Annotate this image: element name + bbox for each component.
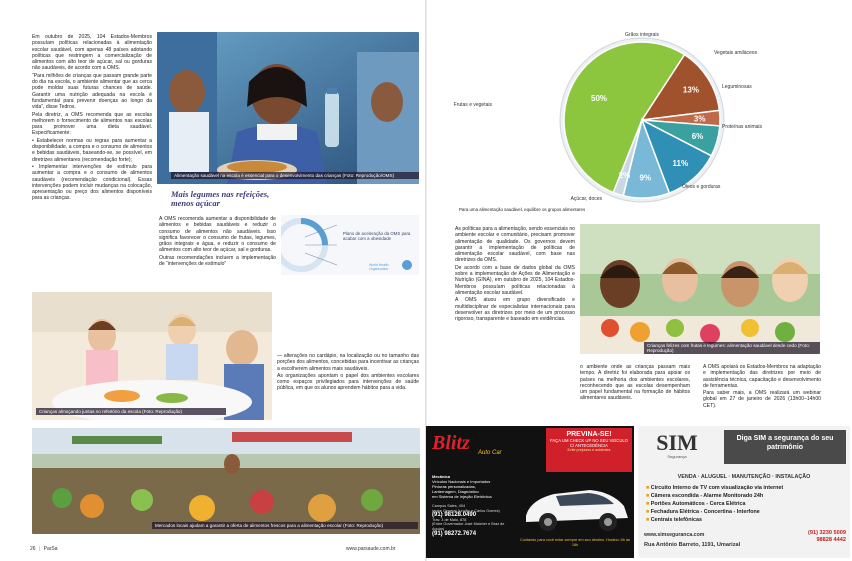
photo1-caption: Alimentação saudável na escola é essencial para o desenvolvimento das crianças (Foto: Reprodução/OMS) bbox=[171, 172, 419, 179]
blitz-address-detail: (Entre Governador José Malcher e Braz de Aguiar) bbox=[432, 522, 505, 531]
blitz-banner-sub: FAÇA UM CHECK UP NO SEU VEÍCULO C/ ANTECEDÊNCIA bbox=[550, 438, 628, 448]
sim-service-item: ■ Circuito Interno de TV com visualização via internet bbox=[646, 485, 784, 491]
pie-value-label: 6% bbox=[691, 131, 704, 141]
pie-category-label: Açúcar, doces bbox=[570, 196, 602, 202]
photo-kids-caption: Crianças felizes com frutas e legumes: alimentação saudável desde cedo (Foto: Reprodução) bbox=[644, 342, 820, 354]
paragraph: Para saber mais, a OMS realizará um webinar global em 27 de janeiro de 2026 (13h00–14h00 CET). bbox=[703, 390, 821, 409]
left-col3 bbox=[277, 353, 419, 393]
food-plate-chart bbox=[452, 28, 844, 208]
sim-logo-text: SIM bbox=[656, 430, 698, 455]
photo-market-illustration bbox=[32, 428, 420, 534]
pie-value-label: 2% bbox=[618, 170, 631, 180]
car-image bbox=[520, 476, 632, 538]
who-infographic bbox=[281, 215, 419, 275]
paragraph: “Para milhões de crianças que passam grande parte do dia na escola, o ambiente alimentar que as cerca pode moldar suas futuras chances de saúde. Garantir uma nutrição adequada na escola é fundamental para prevenir doenças ao longo da vida”, disse Tedros. bbox=[32, 72, 152, 111]
blitz-banner-title: PREVINA-SE! bbox=[566, 431, 612, 438]
photo-lunch-illustration bbox=[32, 292, 272, 420]
pie-category-label: Frutas e vegetais bbox=[453, 102, 492, 108]
blitz-phone: (91) 98272.7674 bbox=[432, 530, 477, 537]
paragraph: • Implementar intervenções de estímulo para aumentar a compra e o consumo de alimentos saudáveis (recomendação condicional). Essas intervenções podem incluir mudanças na colocação, apresentação ou preço dos alimentos disponíveis para as crianças. bbox=[32, 163, 152, 202]
pie-value-label: 3% bbox=[693, 114, 706, 124]
blitz-address: Trav. 3 de Maio, 878 bbox=[432, 517, 467, 522]
pie-value-label: 50% bbox=[591, 93, 608, 103]
pie-value-label: 11% bbox=[672, 159, 689, 169]
blitz-services bbox=[432, 474, 516, 499]
photo-kids-fruits bbox=[580, 224, 820, 354]
blitz-phone: (91) 98128.0490 bbox=[432, 512, 477, 519]
right-col3 bbox=[703, 364, 821, 410]
left-col1 bbox=[32, 34, 152, 203]
magazine-name: ParSa bbox=[43, 546, 58, 552]
photo-girl-eating bbox=[157, 32, 419, 184]
blitz-service: em Sistema de Injeção Eletrônica bbox=[432, 494, 492, 499]
footer-page-number: 26 | ParSa bbox=[30, 546, 58, 552]
photo3-caption: Mercados locais ajudam a garantir a oferta de alimentos frescos para a alimentação escolar (Foto: Reprodução) bbox=[152, 522, 418, 529]
photo-market bbox=[32, 428, 420, 534]
sim-address: Rua Antônio Barreto, 1191, Umarizal bbox=[644, 542, 741, 548]
blitz-service: Mecânica bbox=[432, 474, 451, 479]
blitz-logo-sub: Auto Car bbox=[478, 450, 502, 456]
blitz-banner-small: Evite prejuízos e acidentes bbox=[567, 448, 611, 452]
page-number: 26 bbox=[30, 546, 36, 552]
chart-caption: Para uma alimentação saudável, equilibre os grupos alimentares bbox=[459, 207, 586, 212]
pie-chart bbox=[452, 28, 844, 208]
sim-slogan: Diga SIM a segurança do seu patrimônio bbox=[724, 430, 846, 464]
pie-category-label: Óleos e gorduras bbox=[682, 184, 721, 190]
paragraph: De acordo com a base de dados global da OMS sobre a implementação de Ações de Alimentação e Nutrição (GINA), em outubro de 2025, 104 Estados-Membros possuíam políticas relacionadas à alimentação escolar saudável. bbox=[455, 264, 575, 296]
right-col1 bbox=[455, 226, 575, 323]
paragraph: A OMS recomenda aumentar a disponibilidade de alimentos e bebidas saudáveis e reduzir o consumo de alimentos não saudáveis. Isso significa favorecer o consumo de frutas, legumes, grãos integrais e água, e reduzir o consumo de alimentos com alto teor de açúcar, sal e gorduras. bbox=[159, 216, 276, 254]
left-col2 bbox=[159, 216, 276, 268]
paragraph: Outras recomendações incluem a implementação de “intervenções de estímulo” bbox=[159, 254, 276, 268]
sim-logo bbox=[642, 432, 712, 464]
paragraph: — alterações no cardápio, na localização ou no tamanho das porções dos alimentos, concebidas para incentivar as crianças a escolherem alimentos mais saudáveis. bbox=[277, 353, 419, 372]
sim-logo-sub: Segurança bbox=[667, 454, 687, 459]
blitz-contacts bbox=[432, 504, 516, 536]
pie-value-label: 13% bbox=[682, 85, 699, 95]
pie-category-label: Vegetais amiláceos bbox=[714, 50, 758, 56]
photo-girl-illustration bbox=[157, 32, 419, 184]
infographic-title: Plano de aceleração da OMS para acabar com a obesidade bbox=[343, 231, 411, 242]
pie-category-label: Proteínas animais bbox=[722, 124, 763, 130]
sim-service-item: ■ Câmera escondida - Alarme Monitorado 24h bbox=[646, 493, 764, 499]
sim-phone: 98828 4442 bbox=[816, 537, 846, 543]
blitz-address-detail: (entre General Jurujão e Carlos Gomes) bbox=[432, 508, 500, 513]
photo-kids-illustration bbox=[580, 224, 820, 354]
photo2-caption: Crianças almoçando juntas no refeitório da escola (Foto: Reprodução) bbox=[36, 408, 226, 415]
ad-blitz bbox=[426, 426, 634, 558]
blitz-service: Veículos Nacionais e Importados bbox=[432, 479, 491, 484]
sim-service-item: ■ Portões Automáticos - Cerca Elétrica bbox=[646, 501, 746, 507]
sim-service-item: ■ Fechadura Elétrica - Concertina - Interfone bbox=[646, 509, 760, 515]
paragraph: A OMS atuou em grupo diversificado e multidisciplinar de especialistas internacionais para desenvolver as diretrizes por meio de um processo rigoroso, transparente e baseado em evidências. bbox=[455, 297, 575, 323]
pie-category-label: Leguminosas bbox=[722, 84, 752, 90]
paragraph: o ambiente onde as crianças passam mais tempo. A diretriz foi elaborada para apoiar os países na melhoria dos ambientes escolares, reconhecendo que as escolas desempenham um papel fundamental na formação de hábitos alimentares saudáveis. bbox=[580, 364, 690, 402]
pie-value-label: 9% bbox=[639, 173, 652, 183]
paragraph: Em outubro de 2025, 104 Estados-Membros possuíam políticas relacionadas à alimentação escolar saudável, com apenas 48 países adotando políticas que restringem a comercialização de alimentos com alto teor de açúcar, sal ou gorduras não saudáveis, de acordo com a OMS. bbox=[32, 34, 152, 72]
blitz-banner bbox=[546, 428, 632, 472]
blitz-address: Campos Sales, 404 bbox=[432, 504, 466, 508]
paragraph: • Estabelecer normas ou regras para aumentar a disponibilidade, a compra e o consumo de alimentos e bebidas saudáveis, baseando-se, se possível, em diretrizes alimentares (recomendação forte); bbox=[32, 137, 152, 163]
paragraph: As organizações apontam o papel dos ambientes escolares como espaços privilegiados para intervenções de saúde pública, em que os alunos aprendem hábitos para a vida. bbox=[277, 372, 419, 392]
paragraph: Pela diretriz, a OMS recomenda que as escolas melhorem o fornecimento de alimentos nas escolas para promover uma dieta saudável. Especificamente: bbox=[32, 111, 152, 137]
blitz-service: Pinturas personalizadas, bbox=[432, 484, 476, 489]
sim-url: www.simseguranca.com bbox=[644, 532, 705, 538]
blitz-service: Lanternagem, Diagnóstico bbox=[432, 489, 479, 494]
section-headline: Mais legumes nas refeições, menos açúcar bbox=[171, 189, 270, 208]
right-col2 bbox=[580, 364, 690, 403]
sim-services-title: VENDA · ALUGUEL · MANUTENÇÃO · INSTALAÇÃO bbox=[677, 474, 811, 480]
paragraph: A OMS apoiará os Estados-Membros na adaptação e implementação das diretrizes por meio de assistência técnica, capacitação e desenvolvimento de ferramentas. bbox=[703, 364, 821, 389]
pie-category-label: Grãos integrais bbox=[625, 32, 659, 38]
sim-service-item: ■ Centrais telefônicas bbox=[646, 517, 702, 523]
sim-phones bbox=[788, 530, 846, 544]
sim-service-list bbox=[646, 484, 846, 524]
footer-url: www.parsaude.com.br bbox=[346, 546, 396, 552]
ad-sim-seguranca bbox=[638, 426, 850, 558]
who-logo-text: World Health Organization bbox=[369, 263, 389, 271]
sim-phone: (91) 3230 5009 bbox=[808, 530, 846, 536]
photo-children-lunch bbox=[32, 292, 272, 420]
blitz-logo: Blitz bbox=[432, 432, 470, 454]
paragraph: As políticas para a alimentação, sendo essenciais no ambiente escolar e comunitário, precisam promover alimentação de qualidade. Os governos devem garantir a implementação de políticas de alimentação escolar saudável, com base nas diretrizes da OMS. bbox=[455, 226, 575, 264]
blitz-caption: Cuidando para você estar sempre em seu destino. Horário: 8h às 18h bbox=[520, 538, 630, 547]
